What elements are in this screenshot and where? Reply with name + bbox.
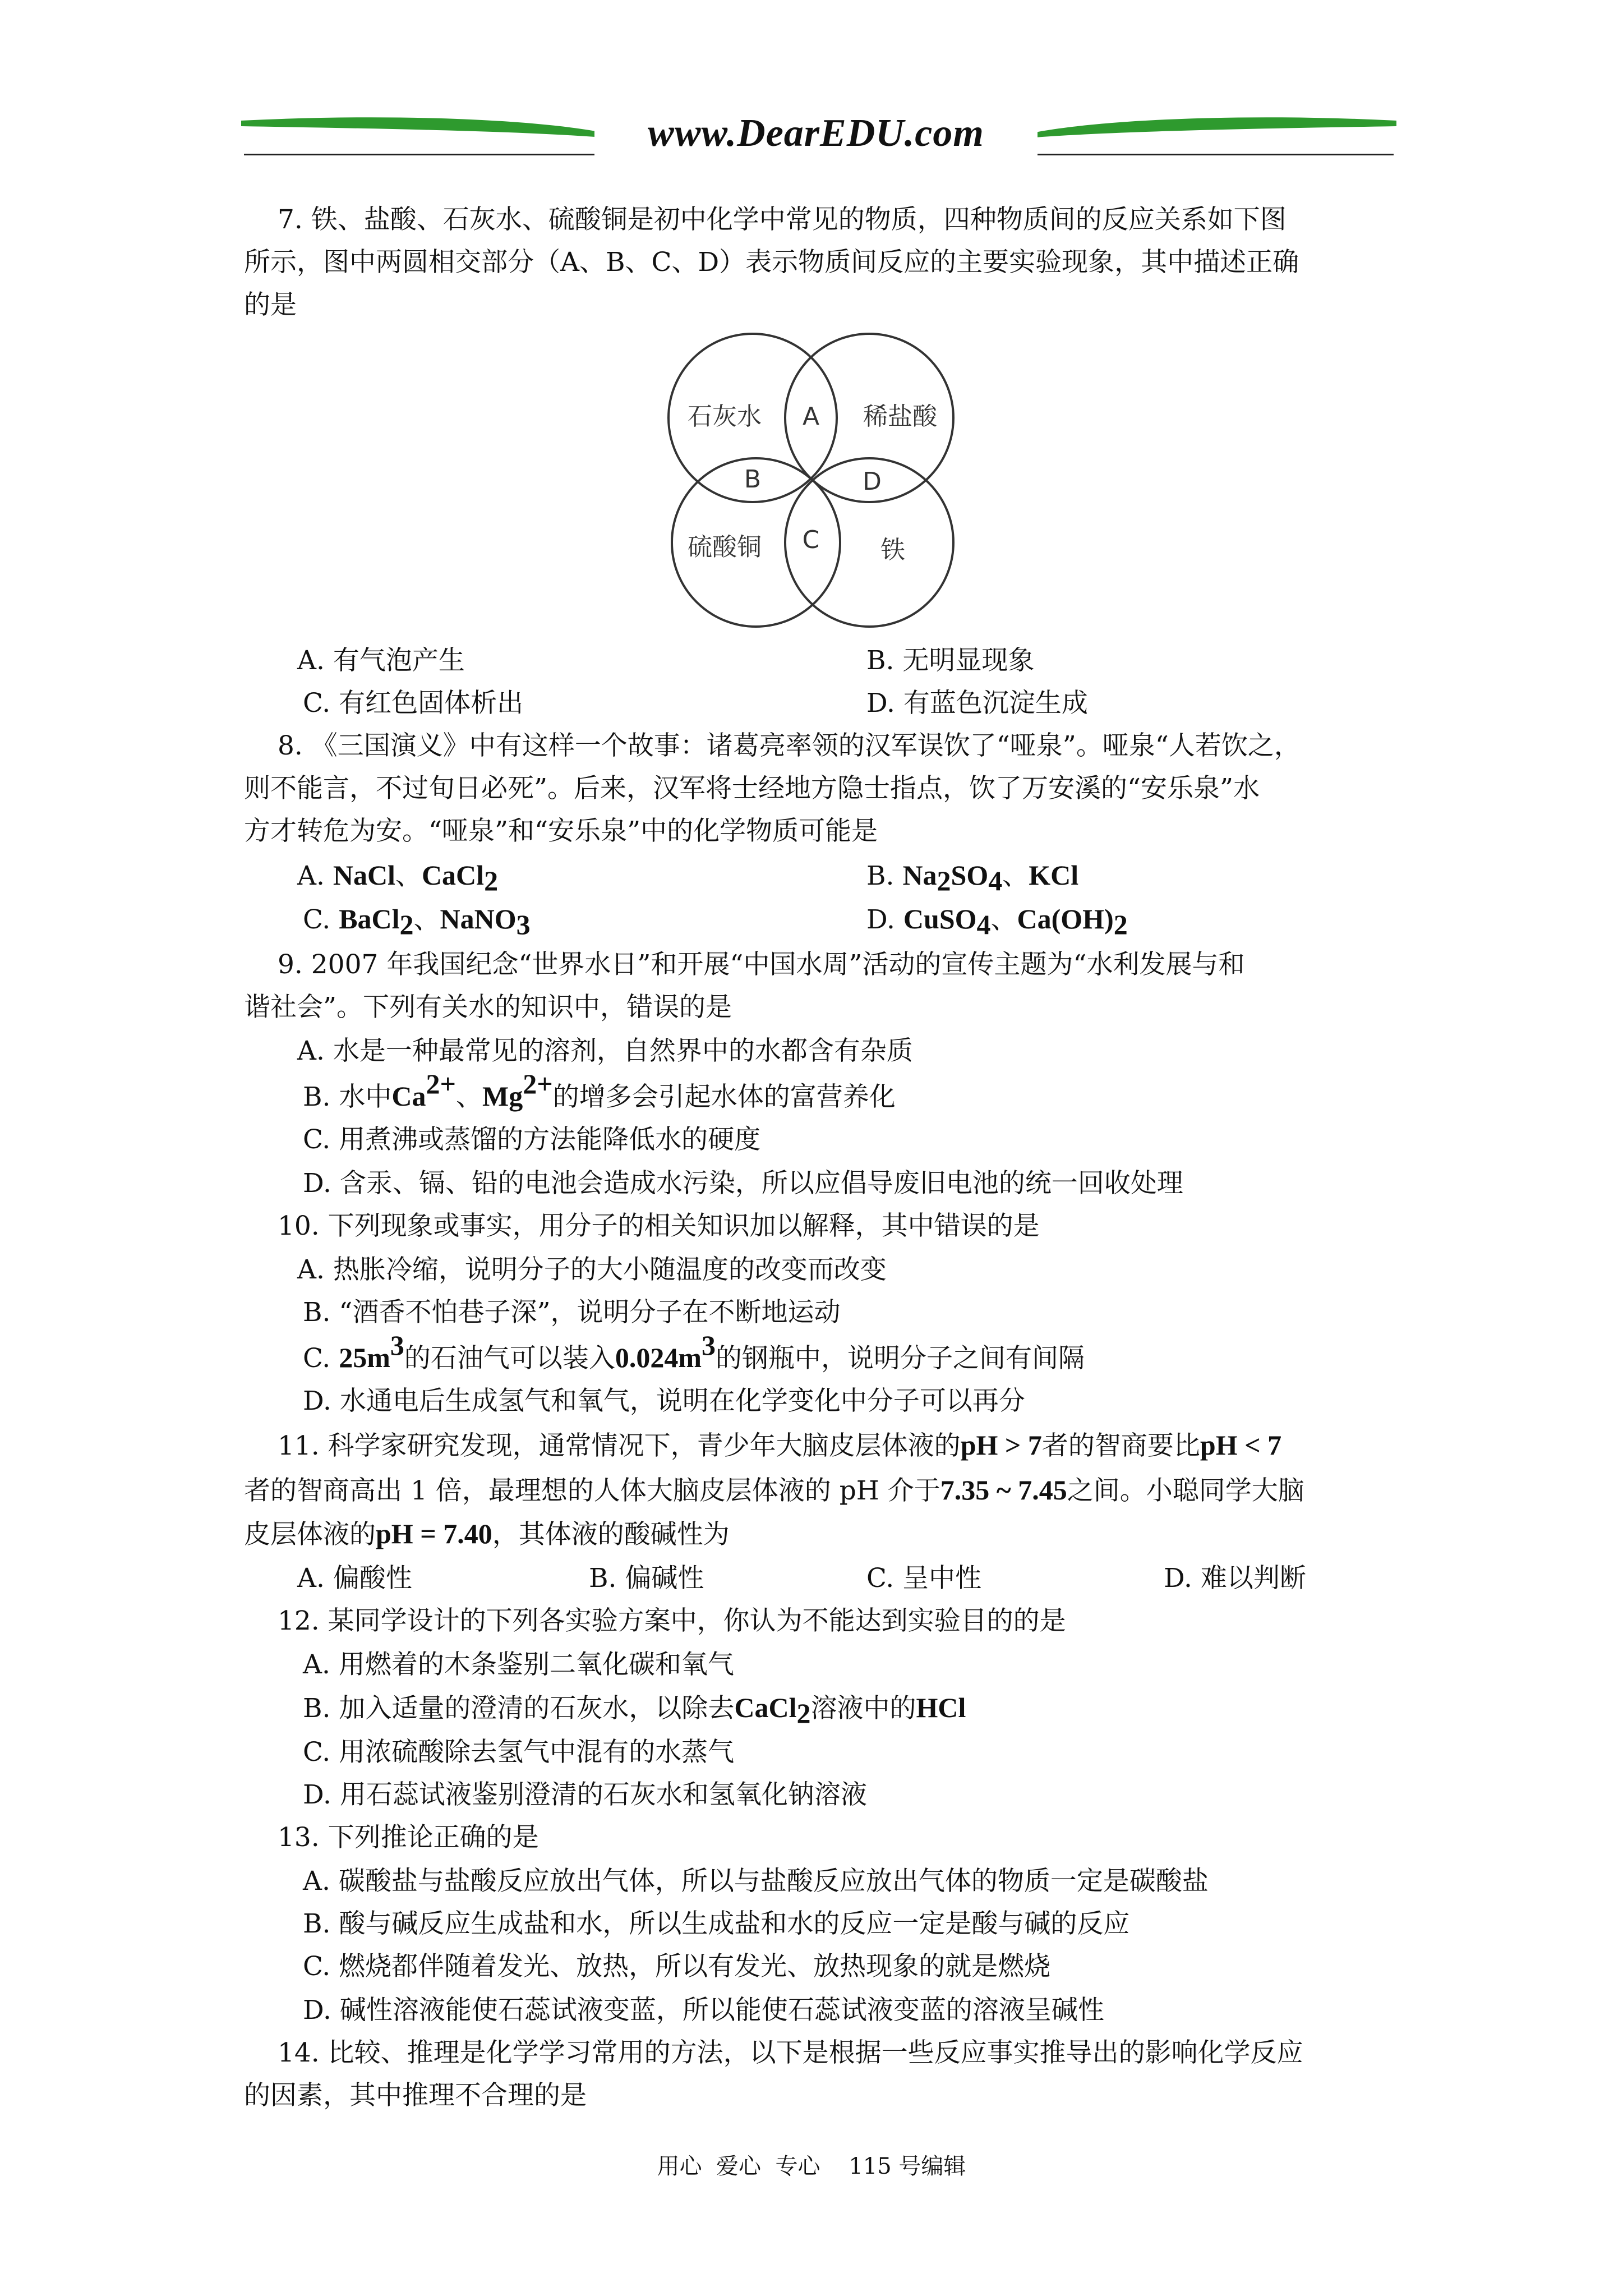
q10-option-d: D. 水通电后生成氢气和氧气，说明在化学变化中分子可以再分 bbox=[303, 1386, 1025, 1416]
label-iron: 铁 bbox=[880, 536, 905, 564]
label-limewater: 石灰水 bbox=[688, 402, 762, 431]
region-c: C bbox=[802, 526, 820, 554]
q13-stem: 13. 下列推论正确的是 bbox=[278, 1822, 539, 1853]
q13-option-c: C. 燃烧都伴随着发光、放热，所以有发光、放热现象的就是燃烧 bbox=[303, 1951, 1051, 1982]
left-swoosh bbox=[241, 117, 634, 140]
q9-option-b: B. 水中$Ca^{2+}$、$Mg^{2+}$的增多会引起水体的富营养化 bbox=[303, 1068, 896, 1112]
right-swoosh bbox=[1004, 117, 1396, 140]
q11-option-b: B. 偏碱性 bbox=[589, 1563, 704, 1594]
q7-line-1: 7. 铁、盐酸、石灰水、硫酸铜是初中化学中常见的物质，四种物质间的反应关系如下图 bbox=[278, 204, 1287, 235]
q8-option-c: C. BaCl$_2$、NaNO$_3$ bbox=[303, 903, 531, 940]
q11-option-c: C. 呈中性 bbox=[866, 1563, 982, 1594]
q8-option-a: A. NaCl、CaCl$_2$ bbox=[297, 859, 499, 896]
q12-stem: 12. 某同学设计的下列各实验方案中，你认为不能达到实验目的的是 bbox=[278, 1605, 1066, 1636]
q12-option-b: B. 加入适量的澄清的石灰水，以除去CaCl$_2$溶液中的HCl bbox=[303, 1692, 966, 1729]
q8-line-1: 8. 《三国演义》中有这样一个故事：诸葛亮率领的汉军误饮了“哑泉”。哑泉“人若饮之， bbox=[278, 730, 1301, 761]
q10-stem: 10. 下列现象或事实，用分子的相关知识加以解释，其中错误的是 bbox=[278, 1211, 1040, 1241]
q12-option-c: C. 用浓硫酸除去氢气中混有的水蒸气 bbox=[303, 1737, 735, 1768]
q9-line-1: 9. 2007 年我国纪念“世界水日”和开展“中国水周”活动的宣传主题为“水利发展与和 bbox=[278, 949, 1245, 980]
q7-line-2: 所示，图中两圆相交部分（A、B、C、D）表示物质间反应的主要实验现象，其中描述正确 bbox=[244, 247, 1299, 278]
q10-option-a: A. 热胀冷缩，说明分子的大小随温度的改变而改变 bbox=[297, 1254, 887, 1285]
q11-option-a: A. 偏酸性 bbox=[297, 1563, 412, 1594]
label-dilute-hcl: 稀盐酸 bbox=[863, 402, 937, 431]
q9-option-a: A. 水是一种最常见的溶剂，自然界中的水都含有杂质 bbox=[297, 1036, 913, 1066]
q8-option-b: B. $Na_2SO_4$、KCl bbox=[866, 859, 1079, 896]
label-copper-sulfate: 硫酸铜 bbox=[688, 533, 762, 562]
q8-line-2: 则不能言，不过旬日必死”。后来，汉军将士经地方隐士指点，饮了万安溪的“安乐泉”水 bbox=[244, 773, 1260, 804]
region-a: A bbox=[802, 402, 820, 431]
q9-option-c: C. 用煮沸或蒸馏的方法能降低水的硬度 bbox=[303, 1124, 761, 1155]
venn-diagram bbox=[662, 328, 965, 634]
q14-line-2: 的因素，其中推理不合理的是 bbox=[244, 2080, 587, 2111]
q9-option-d: D. 含汞、镉、铅的电池会造成水污染，所以应倡导废旧电池的统一回收处理 bbox=[303, 1168, 1183, 1199]
q12-option-a: A. 用燃着的木条鉴别二氧化碳和氧气 bbox=[303, 1649, 734, 1680]
site-logo-text: www.DearEDU.com bbox=[594, 111, 1038, 156]
q11-line-1: 11. 科学家研究发现，通常情况下，青少年大脑皮层体液的pH > 7者的智商要比pH < 7 bbox=[278, 1429, 1282, 1461]
q11-line-3: 皮层体液的pH = 7.40，其体液的酸碱性为 bbox=[244, 1518, 730, 1550]
q10-option-c: C. $25m^3$的石油气可以装入$0.024m^3$的钢瓶中，说明分子之间有间隔 bbox=[303, 1329, 1085, 1374]
q11-option-d: D. 难以判断 bbox=[1164, 1563, 1306, 1594]
q7-line-3: 的是 bbox=[244, 289, 297, 320]
q14-line-1: 14. 比较、推理是化学学习常用的方法，以下是根据一些反应事实推导出的影响化学反应 bbox=[278, 2037, 1303, 2068]
q13-option-a: A. 碳酸盐与盐酸反应放出气体，所以与盐酸反应放出气体的物质一定是碳酸盐 bbox=[303, 1866, 1209, 1897]
region-b: B bbox=[744, 465, 762, 494]
q8-line-3: 方才转危为安。“哑泉”和“安乐泉”中的化学物质可能是 bbox=[244, 816, 878, 846]
region-d: D bbox=[863, 467, 882, 496]
q8-option-d: D. CuSO$_4$、$Ca(OH)_2$ bbox=[866, 903, 1128, 940]
page-footer: 用心 爱心 专心 115 号编辑 bbox=[657, 2154, 966, 2179]
q10-option-b: B. “酒香不怕巷子深”，说明分子在不断地运动 bbox=[303, 1297, 841, 1328]
q7-option-d: D. 有蓝色沉淀生成 bbox=[866, 688, 1088, 719]
q11-line-2: 者的智商高出 1 倍，最理想的人体大脑皮层体液的 pH 介于7.35 ~ 7.45之间。小聪同学大脑 bbox=[244, 1474, 1304, 1506]
q7-option-b: B. 无明显现象 bbox=[866, 645, 1035, 676]
q7-option-a: A. 有气泡产生 bbox=[297, 645, 465, 676]
q12-option-d: D. 用石蕊试液鉴别澄清的石灰水和氢氧化钠溶液 bbox=[303, 1779, 867, 1810]
q9-line-2: 谐社会”。下列有关水的知识中，错误的是 bbox=[244, 992, 732, 1023]
q7-option-c: C. 有红色固体析出 bbox=[303, 688, 524, 719]
q13-option-d: D. 碱性溶液能使石蕊试液变蓝，所以能使石蕊试液变蓝的溶液呈碱性 bbox=[303, 1995, 1104, 2026]
q13-option-b: B. 酸与碱反应生成盐和水，所以生成盐和水的反应一定是酸与碱的反应 bbox=[303, 1908, 1130, 1939]
